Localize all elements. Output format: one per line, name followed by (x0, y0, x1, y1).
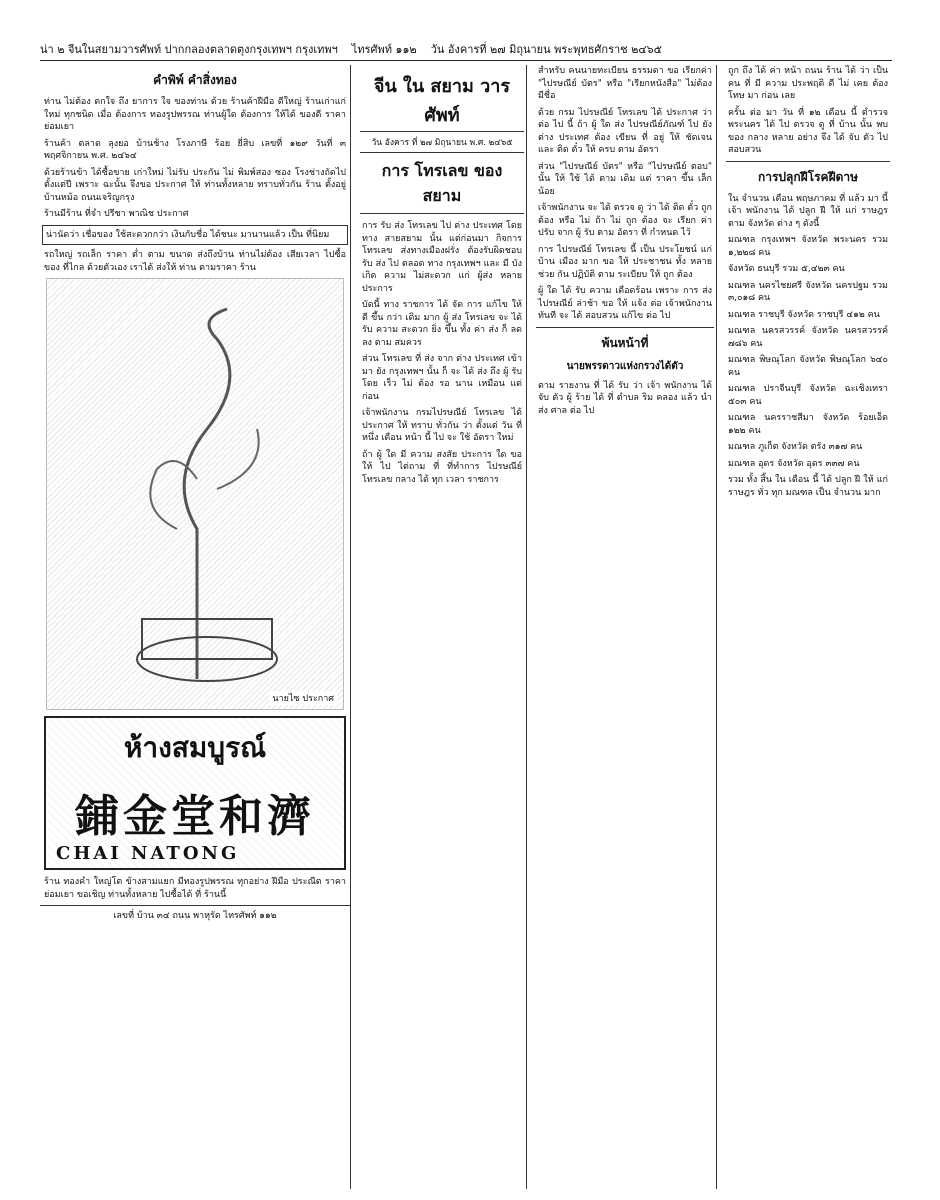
illustration-graphic (47, 279, 343, 707)
ad-title: คำพิพ์ คำสิ่งทอง (153, 73, 237, 87)
column-4 (724, 65, 892, 1189)
paragraph: ถ้า ผู้ ใด มี ความ สงสัย ประการ ใด ขอ ให้ ไป ไต่ถาม ที่ ที่ทำการ ไปรษณีย์ โทรเลข กลาง ได้ ทุก เวลา ราชการ (362, 449, 522, 485)
divider (536, 327, 714, 328)
list-item: มณฑล อุดร จังหวัด อุดร ๓๓๗ คน (728, 458, 860, 469)
paragraph: ถูก ถึง ได้ ค่า หน้า ถนน ร้าน ได้ ว่า เป็น คน ที่ มี ความ ประพฤติ ดี ไม่ เคย ต้อง โทษ มา ก่อน เลย (728, 66, 888, 101)
column-3 (534, 65, 717, 1189)
header-right: วัน อังคารที่ ๒๗ มิถุนายน พระพุทธศักราช ๒๔๖๕ (430, 43, 662, 56)
section-heading: พ้นหน้าที่ (601, 335, 649, 350)
divider (726, 161, 890, 162)
list-item: มณฑล นครราชสีมา จังหวัด ร้อยเอ็ด ๑๒๒ คน (728, 413, 888, 436)
paragraph: ตาม รายงาน ที่ ได้ รับ ว่า เจ้า พนักงาน ได้ จับ ตัว ผู้ ร้าย ได้ ที่ ตำบล ริม คลอง แล้ว นำ ส่ง ศาล ต่อ ไป (538, 380, 712, 416)
paragraph: ร้านค้า ตลาด ลุงยอ บ้านช้าง โรงภาษี ร้อย ยี่สิบ เลขที่ ๑๒๙ วันที่ ๓ พฤศจิกายน พ.ศ. ๒๔๖๔ (44, 138, 346, 161)
paragraph: ด้วย กรม ไปรษณีย์ โทรเลข ได้ ประกาศ ว่า ต่อ ไป นี้ ถ้า ผู้ ใด ส่ง ไปรษณีย์ภัณฑ์ ไป ยัง ต่าง ประเทศ ต้อง เขียน ที่ อยู่ ให้ ชัดเจน และ ติด ตั๋ว ให้ ครบ ตาม อัตรา (538, 107, 712, 155)
list-item: จังหวัด ธนบุรี รวม ๕,๔๒๓ คน (728, 264, 845, 274)
column-4-text-2 (728, 193, 888, 500)
paragraph: ครั้น ต่อ มา วัน ที่ ๑๒ เดือน นี้ ตำรวจ พระนคร ได้ ไป ตรวจ ดู ที่ บ้าน นั้น พบ ของ กลาง หลาย อย่าง จึง ได้ จับ ตัว ไป สอบสวน (728, 107, 888, 155)
list-item: มณฑล ปราจีนบุรี จังหวัด ฉะเชิงเทรา ๕๐๓ คน (728, 384, 888, 407)
running-header (40, 40, 892, 58)
column-2 (358, 65, 527, 1189)
header-left: น่า ๒ จีนในสยามวารศัพท์ ปากกลองตลาดตุงกรุงเทพฯ กรุงเทพฯ (40, 43, 338, 56)
list-item: มณฑล พิษณุโลก จังหวัด พิษณุโลก ๖๔๐ คน (728, 355, 888, 378)
column-3-text (538, 65, 712, 323)
paragraph: รวม ทั้ง สิ้น ใน เดือน นี้ ได้ ปลูก ฝี ให้ แก่ ราษฎร ทั่ว ทุก มณฑล เป็น จำนวน มาก (728, 475, 888, 498)
paragraph: เจ้าพนักงาน จะ ได้ ตรวจ ดู ว่า ได้ ติด ตั๋ว ถูก ต้อง หรือ ไม่ ถ้า ไม่ ถูก ต้อง จะ เรียก ค่า ปรับ จาก ผู้ รับ ตาม อัตรา ที่ กำหนด ไว้ (538, 203, 712, 238)
list-item: มณฑล นครสวรรค์ จังหวัด นครสวรรค์ ๗๘๖ คน (728, 326, 888, 349)
paragraph: ด้วยร้านข้า ได้ซื้อขาย เก่าใหม่ ไม่รับ ประกัน ไม่ พิมพ์สอง ซอง โรงช่างถัดไป ตั้งแต่ปี เพราะ ฉะนั้น จึงขอ ประกาศ ให้ ท่านทั้งหลาย ทราบทั่วกัน ร้าน ตั้งอยู่ บ้านหม้อ ถนนเจริญกรุง (44, 167, 346, 203)
paragraph: ท่าน ไม่ต้อง ตกใจ ถึง ยาการ ใจ ของท่าน ด้วย ร้านค้าฝีมือ ดีใหญ่ ร้านเก่าแก่ ใหม่ ทุกชนิด เมื่อ ต้องการ ทองรูปพรรณ ท่านผู้ใด ต้องการ ให้ได้ ของดี ราคาย่อมเยา (44, 97, 346, 132)
paragraph: รถใหญ่ รถเล็ก ราคา ต่ำ ตาม ขนาด ส่งถึงบ้าน ท่านไม่ต้อง เสียเวลา ไปซื้อ ของ ที่ไกล ด้วยตัวเอง เราได้ ส่งให้ ท่าน ตามราคา ร้าน (44, 250, 346, 273)
column-4-text (728, 65, 888, 157)
paragraph: ส่วน "ไปรษณีย์ บัตร" หรือ "ไปรษณีย์ ตอบ" นั้น ให้ ใช้ ได้ ตาม เดิม แต่ ราคา ขึ้น เล็กน้อย (538, 161, 712, 197)
column-1-text (44, 96, 346, 221)
illustration-caption: นายไซ ประกาศ (269, 691, 337, 705)
article-body (362, 220, 522, 486)
paragraph: บัดนี้ ทาง ราชการ ได้ จัด การ แก้ไข ให้ ดี ขึ้น กว่า เดิม มาก ผู้ ส่ง โทรเลข จะ ได้ รับ ความ สะดวก ยิ่ง ขึ้น ทั้ง ค่า ส่ง ก็ ลด ลง ตาม สมควร (362, 300, 522, 348)
paragraph: ใน จำนวน เดือน พฤษภาคม ที่ แล้ว มา นี้ เจ้า พนักงาน ได้ ปลูก ฝี ให้ แก่ ราษฎร ตาม จังหวัด ต่าง ๆ ดังนี้ (728, 193, 888, 229)
column-1-text-2 (44, 249, 346, 274)
paragraph: สำหรับ คนนายทะเบียน ธรรมดา ขอ เรียกค่า "ไปรษณีย์ บัตร" หรือ "เรียกหนังสือ" ไม่ต้องมีชื่อ (538, 66, 712, 101)
newspaper-page (40, 60, 892, 1189)
column-1-text-3 (44, 876, 346, 901)
issue-date: วัน อังคาร ที่ ๒๗ มิถุนายน พ.ศ. ๒๔๖๕ (360, 131, 524, 153)
ad-roman-name: CHAI NATONG (56, 843, 240, 864)
column-1 (40, 65, 351, 1189)
column-3-text-2 (538, 380, 712, 418)
boxed-notice: น่านัดว่า เชื่อของ ใช้สะดวกกว่า เงินกับชื่อ ได้ชนะ มานานแล้ว เป็น ที่นิยม (42, 225, 348, 246)
masthead: จีน ใน สยาม วารศัพท์ (373, 76, 511, 126)
section-heading: การปลุกฝีโรคฝีดาษ (757, 169, 859, 184)
paragraph: ส่วน โทรเลข ที่ ส่ง จาก ต่าง ประเทศ เข้า มา ยัง กรุงเทพฯ นั้น ก็ จะ ได้ ส่ง ถึง ผู้ รับ โดย เร็ว ไม่ ต้อง รอ นาน เหมือน แต่ ก่อน (362, 354, 522, 402)
paragraph: ร้าน ทองคำ ใหญ่โต ข้างสามแยก มีทองรูปพรรณ ทุกอย่าง ฝีมือ ประณีต ราคา ย่อมเยา ขอเชิญ ท่านทั้งหลาย ไปซื้อได้ ที่ ร้านนี้ (44, 877, 346, 900)
list-item: มณฑล ภูเก็ต จังหวัด ตรัง ๓๑๗ คน (728, 442, 863, 452)
section-subheading: นายพรรดาวแห่งกรวงได้ตัว (566, 360, 684, 372)
paragraph: ผู้ ใด ได้ รับ ความ เดือดร้อน เพราะ การ ส่ง ไปรษณีย์ ล่าช้า ขอ ให้ แจ้ง ต่อ เจ้าพนักงาน ทันที จะ ได้ สอบสวน แก้ไข ต่อ ไป (538, 286, 712, 321)
ad-chinese-name: 鋪金堂和濟 (75, 791, 315, 842)
list-item: มณฑล กรุงเทพฯ จังหวัด พระนคร รวม ๑,๒๒๘ คน (728, 235, 888, 258)
list-item: มณฑล นครไชยศรี จังหวัด นครปฐม รวม ๓,๐๑๘ คน (728, 280, 888, 303)
engraved-illustration (46, 278, 344, 710)
paragraph: การ รับ ส่ง โทรเลข ไป ต่าง ประเทศ โดย ทาง สายสยาม นั้น แต่ก่อนมา กิจการ โทรเลข ส่งทางเมืองฝรั่ง ต้องรับผิดชอบ รับ ส่ง ไป ตลอด ทาง กรุงเทพฯ และ มี บัง เกิด ความ ไม่สะดวก แก่ ผู้ส่ง หลาย ประการ (362, 221, 522, 294)
ad-thai-name: ห้างสมบูรณ์ (123, 731, 267, 764)
header-middle: ไทรศัพท์ ๑๑๒ (351, 43, 417, 56)
article-headline: การ โทรเลข ของ สยาม (360, 159, 524, 214)
jewelry-shop-advertisement (44, 716, 346, 870)
list-item: มณฑล ราชบุรี จังหวัด ราชบุรี ๔๑๒ คน (728, 309, 880, 320)
paragraph: ร้านมีร้าน ที่จำ ปรีชา พาณิช ประกาศ (44, 209, 189, 219)
paragraph: การ ไปรษณีย์ โทรเลข นี้ เป็น ประโยชน์ แก่ บ้าน เมือง มาก ขอ ให้ ประชาชน ทั้ง หลาย ช่วย กัน ปฏิบัติ ตาม ระเบียบ ให้ ถูก ต้อง (538, 244, 712, 280)
paragraph: เจ้าพนักงาน กรมไปรษณีย์ โทรเลข ได้ ประกาศ ให้ ทราบ ทั่วกัน ว่า ตั้งแต่ วัน ที่ หนึ่ง เดือน หน้า นี้ ไป จะ ใช้ อัตรา ใหม่ (362, 408, 522, 443)
ad-footer: เลขที่ บ้าน ๓๔ ถนน พาหุรัด ไทรศัพท์ ๑๑๒ (40, 905, 350, 922)
